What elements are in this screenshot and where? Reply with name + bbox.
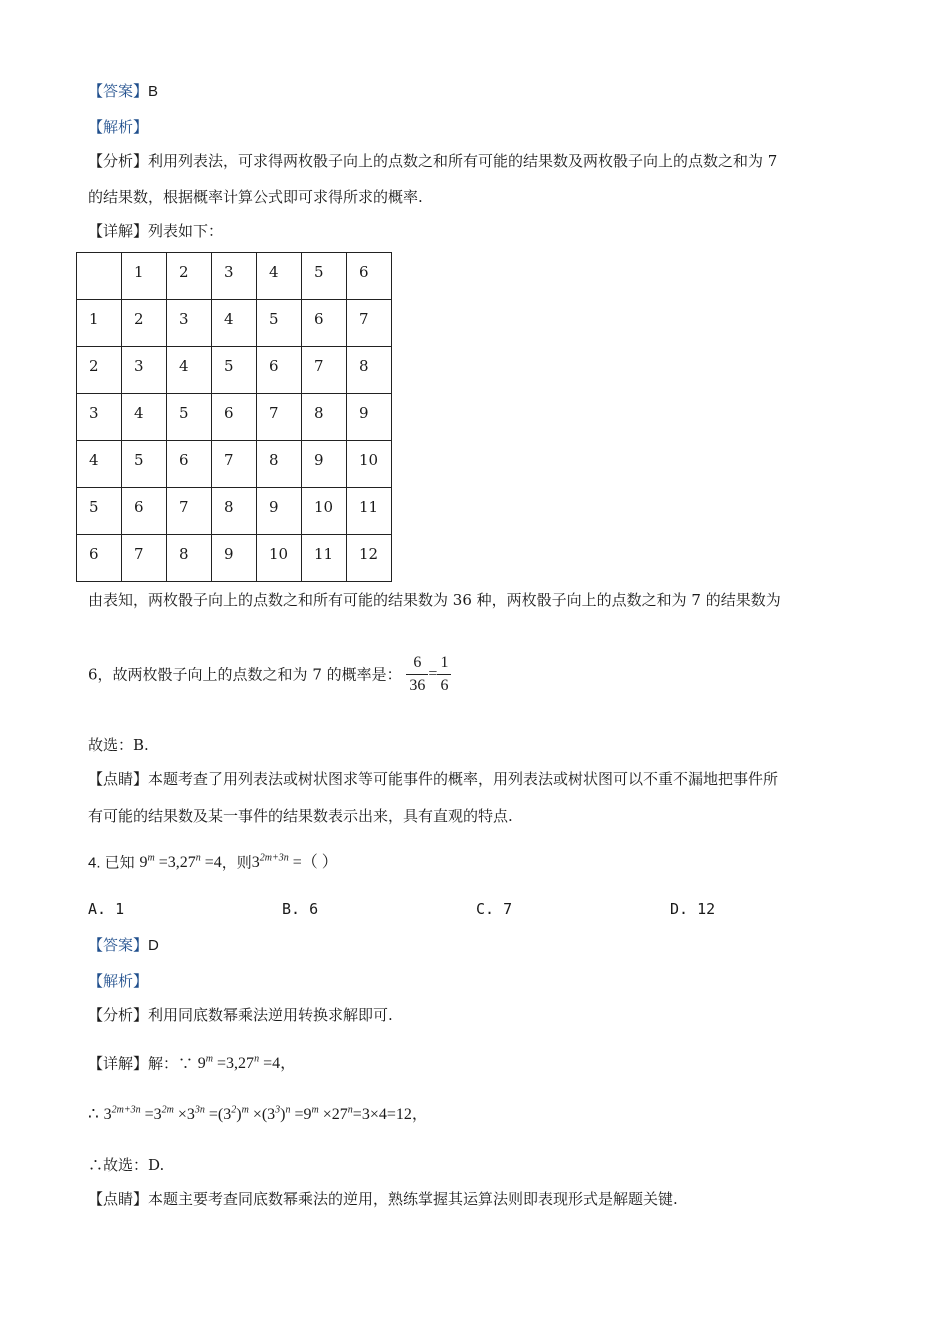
fraction-denominator: 36 <box>409 677 426 694</box>
math-text: =4， <box>259 1055 297 1073</box>
math-text: =3,27 <box>213 1055 255 1073</box>
exponent: 2m <box>161 1105 174 1116</box>
math-text: ， <box>411 1106 428 1124</box>
comment-text: 本题主要考查同底数幂乘法的逆用，熟练掌握其运算法则即表现形式是解题关键. <box>148 1190 678 1208</box>
fenxi-tag: 【分析】 <box>88 152 149 170</box>
detail-tag: 【详解】 <box>88 1054 149 1073</box>
dice-sum-table <box>76 252 392 582</box>
table-cell: 10 <box>347 441 392 488</box>
q3-fenxi-line2: 的结果数，根据概率计算公式即可求得所求的概率. <box>88 188 423 206</box>
table-cell: 7 <box>302 347 347 394</box>
exponent: 2m+3n <box>111 1105 141 1116</box>
table-cell: 3 <box>167 300 212 347</box>
q3-comment-line1 <box>88 768 778 790</box>
math-text: ×27 <box>318 1106 348 1124</box>
exponent: 3 <box>275 1105 281 1116</box>
q4-fenxi-line <box>88 1004 393 1026</box>
q4-then: ，则 <box>221 853 252 872</box>
table-cell: 3 <box>212 253 257 300</box>
fraction-1-6 <box>437 652 451 697</box>
table-row <box>77 253 392 300</box>
detail-prefix: 解：∵ <box>148 1054 198 1073</box>
table-cell: 5 <box>77 488 122 535</box>
q4-stem <box>88 848 338 874</box>
math-text: =9 <box>290 1106 312 1124</box>
table-cell: 4 <box>212 300 257 347</box>
fraction-6-36 <box>406 652 428 697</box>
option-a[interactable]: A. 1 <box>88 900 125 918</box>
detail-tag: 【详解】 <box>88 222 149 240</box>
table-cell: 10 <box>302 488 347 535</box>
table-cell: 4 <box>77 441 122 488</box>
table-row <box>77 535 392 582</box>
exponent: n <box>195 853 201 864</box>
table-cell: 6 <box>347 253 392 300</box>
table-cell: 7 <box>257 394 302 441</box>
equals-sign: = <box>428 665 438 683</box>
q4-analysis-tag: 【解析】 <box>88 972 149 990</box>
table-cell: 9 <box>347 394 392 441</box>
conclusion-text: 6，故两枚骰子向上的点数之和为 7 的概率是： <box>88 665 402 684</box>
table-cell: 8 <box>302 394 347 441</box>
exponent: m <box>205 1054 214 1065</box>
math-text: =4 <box>200 854 222 872</box>
table-cell: 5 <box>302 253 347 300</box>
calculation-expression <box>104 1106 428 1123</box>
table-cell: 2 <box>167 253 212 300</box>
math-text: ×(3 <box>248 1106 276 1124</box>
table-cell: 3 <box>77 394 122 441</box>
comment-text: 本题考查了用列表法或树状图求等可能事件的概率，用列表法或树状图可以不重不漏地把事件所 <box>148 770 779 788</box>
q3-detail-line <box>88 220 223 242</box>
q4-target-expression <box>252 854 338 871</box>
q4-comment-line <box>88 1188 678 1210</box>
base: 9 <box>139 854 148 872</box>
fenxi-text: 利用列表法，可求得两枚骰子向上的点数之和所有可能的结果数及两枚骰子向上的点数之和为 7 <box>148 152 778 170</box>
table-row <box>77 394 392 441</box>
option-c[interactable]: C. 7 <box>476 900 513 918</box>
table-cell: 6 <box>257 347 302 394</box>
table-cell: 6 <box>302 300 347 347</box>
table-cell: 6 <box>212 394 257 441</box>
exponent: n <box>285 1105 291 1116</box>
table-cell: 4 <box>122 394 167 441</box>
q4-choose: ∴故选：D. <box>88 1156 165 1174</box>
table-row <box>77 347 392 394</box>
math-text: ) <box>280 1106 286 1124</box>
exponent: n <box>347 1105 353 1116</box>
table-cell: 5 <box>257 300 302 347</box>
detail-intro: 列表如下： <box>148 222 224 240</box>
option-b[interactable]: B. 6 <box>282 900 319 918</box>
answer-tag: 【答案】 <box>88 936 149 954</box>
table-cell: 2 <box>77 347 122 394</box>
answer-value: D <box>148 937 159 954</box>
fenxi-text: 利用同底数幂乘法逆用转换求解即可. <box>148 1006 393 1024</box>
base: 3 <box>251 854 260 872</box>
table-cell: 8 <box>167 535 212 582</box>
q4-calculation-line <box>88 1100 428 1126</box>
exponent: 3n <box>194 1105 205 1116</box>
math-text: =（ ） <box>288 854 338 872</box>
math-text: ×3 <box>173 1106 195 1124</box>
table-cell: 4 <box>257 253 302 300</box>
detail-given-expression <box>198 1055 296 1072</box>
q3-answer-line <box>88 80 158 103</box>
table-cell: 6 <box>122 488 167 535</box>
table-cell: 5 <box>122 441 167 488</box>
table-cell: 3 <box>122 347 167 394</box>
table-cell: 8 <box>257 441 302 488</box>
table-cell: 7 <box>167 488 212 535</box>
option-d[interactable]: D. 12 <box>670 900 716 918</box>
math-text: 3 <box>103 1106 112 1124</box>
therefore-symbol: ∴ <box>88 1104 99 1125</box>
fenxi-tag: 【分析】 <box>88 1006 149 1024</box>
exponent: m <box>147 853 155 864</box>
q4-stem-prefix: 4. 已知 <box>88 854 135 872</box>
table-cell: 11 <box>302 535 347 582</box>
table-row <box>77 488 392 535</box>
math-text: =(3 <box>204 1106 232 1124</box>
q3-choose: 故选：B. <box>88 736 149 754</box>
table-cell: 2 <box>122 300 167 347</box>
q3-analysis-tag: 【解析】 <box>88 118 149 136</box>
table-cell: 10 <box>257 535 302 582</box>
table-cell: 1 <box>77 300 122 347</box>
table-cell: 8 <box>347 347 392 394</box>
math-text: =3,27 <box>154 854 196 872</box>
q3-conclusion-line1: 由表知，两枚骰子向上的点数之和所有可能的结果数为 36 种，两枚骰子向上的点数之和为 7 的结果数为 <box>88 591 781 609</box>
table-cell: 7 <box>122 535 167 582</box>
table-cell: 9 <box>302 441 347 488</box>
table-cell: 7 <box>347 300 392 347</box>
table-cell: 6 <box>167 441 212 488</box>
exponent: m <box>311 1105 319 1116</box>
exponent: n <box>254 1054 260 1065</box>
table-cell: 6 <box>77 535 122 582</box>
table-row <box>77 441 392 488</box>
table-cell: 8 <box>212 488 257 535</box>
table-cell: 5 <box>212 347 257 394</box>
comment-tag: 【点睛】 <box>88 1190 149 1208</box>
base: 9 <box>197 1055 206 1073</box>
math-text: ) <box>236 1106 242 1124</box>
math-text: =3 <box>140 1106 162 1124</box>
answer-tag: 【答案】 <box>88 82 149 100</box>
comment-tag: 【点睛】 <box>88 770 149 788</box>
table-cell: 9 <box>257 488 302 535</box>
math-text: =3×4=12 <box>352 1106 412 1124</box>
answer-value: B <box>148 83 159 100</box>
q4-answer-line <box>88 934 159 957</box>
q3-comment-line2: 有可能的结果数及某一事件的结果数表示出来，具有直观的特点. <box>88 807 513 825</box>
q3-fenxi-line1 <box>88 150 777 172</box>
table-cell: 12 <box>347 535 392 582</box>
q4-given-expression <box>139 854 221 871</box>
table-row <box>77 300 392 347</box>
exponent: 2m+3n <box>259 853 289 864</box>
table-cell: 9 <box>212 535 257 582</box>
table-cell: 1 <box>122 253 167 300</box>
fraction-numerator: 6 <box>406 652 428 675</box>
table-cell: 7 <box>212 441 257 488</box>
q4-detail-line <box>88 1049 296 1075</box>
fraction-denominator: 6 <box>440 677 449 694</box>
exponent: m <box>241 1105 249 1116</box>
table-cell <box>77 253 122 300</box>
q3-conclusion-line2 <box>88 652 451 697</box>
fraction-numerator: 1 <box>437 652 451 675</box>
exponent: 2 <box>231 1105 237 1116</box>
table-cell: 11 <box>347 488 392 535</box>
table-cell: 5 <box>167 394 212 441</box>
table-cell: 4 <box>167 347 212 394</box>
